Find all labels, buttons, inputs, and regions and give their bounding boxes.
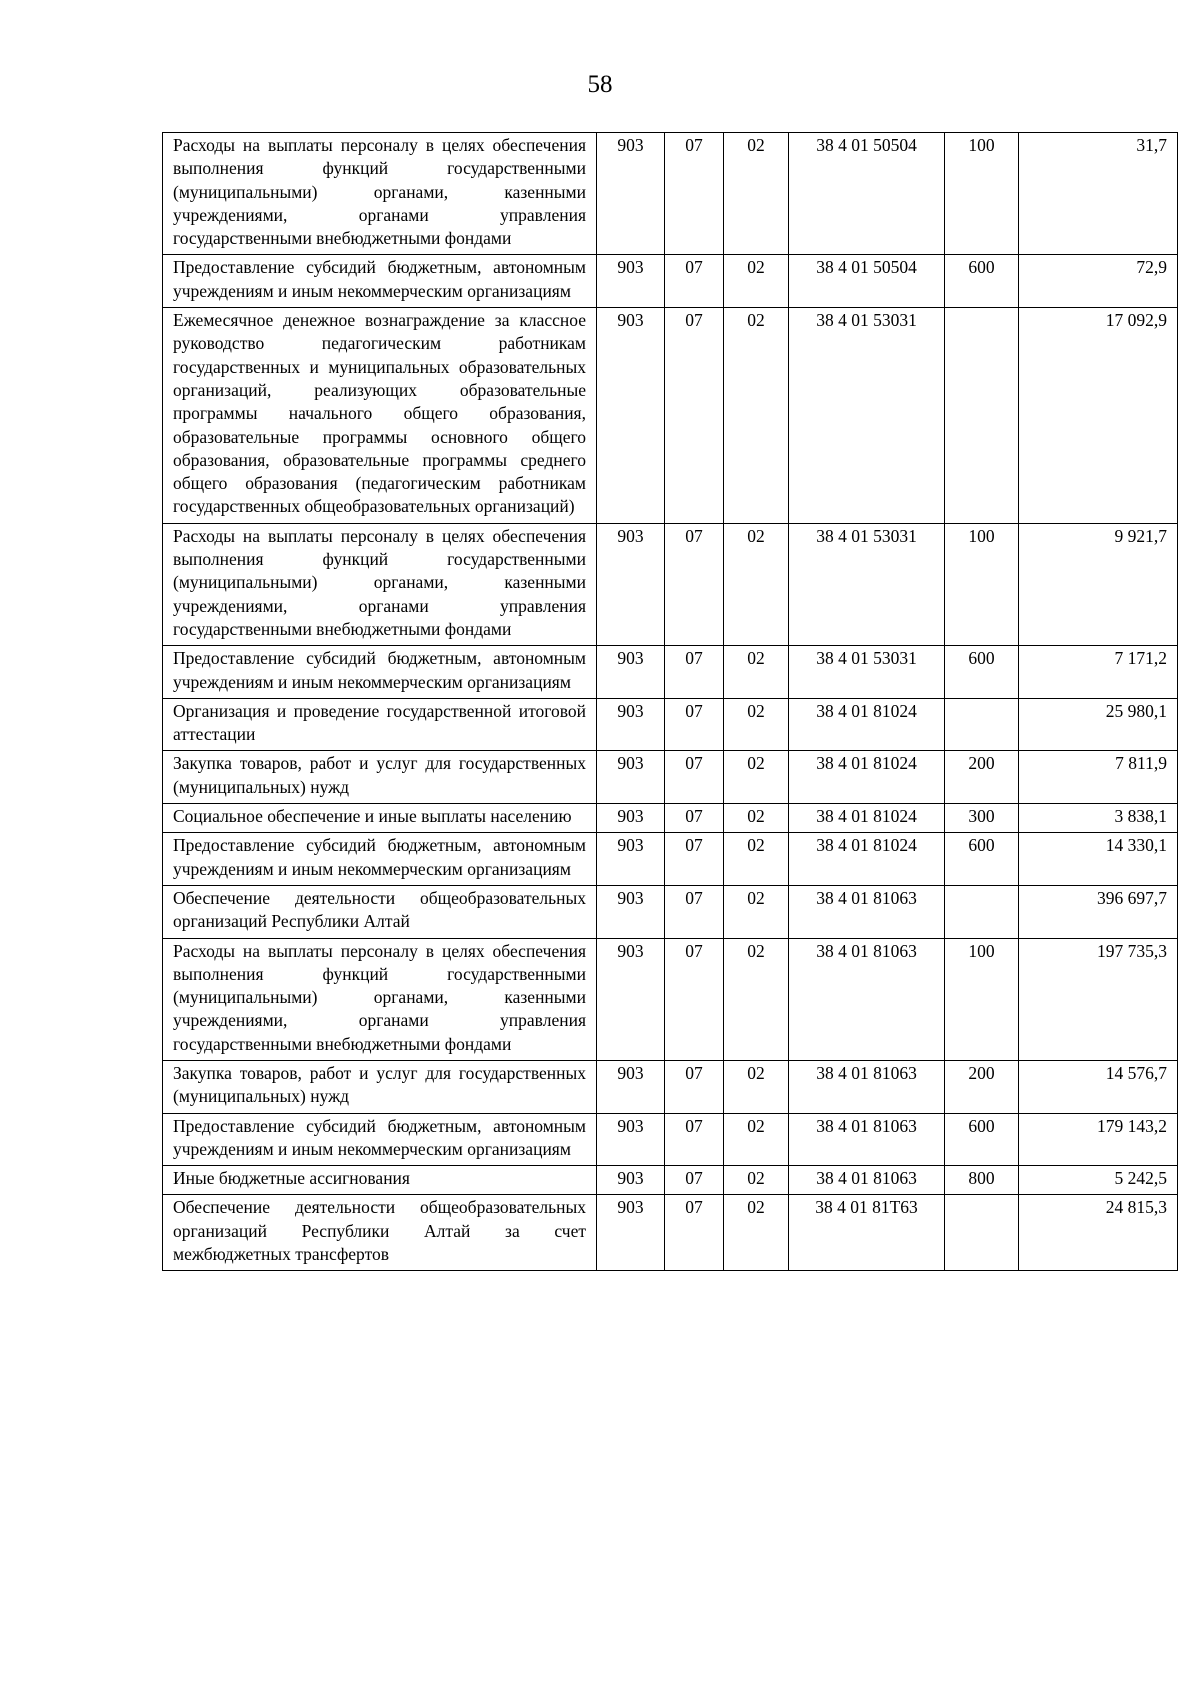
subsection-code-cell: 02 [724,804,789,833]
section-code-cell: 07 [665,833,724,886]
expense-name-cell: Расходы на выплаты персоналу в целях обеспечения выполнения функций государственными (муниципальными) органами, казенными учреждениями, органами управления государственными внебюджетными фондами [163,938,597,1060]
expense-name-cell: Закупка товаров, работ и услуг для государственных (муниципальных) нужд [163,1060,597,1113]
amount-cell: 14 576,7 [1019,1060,1178,1113]
expense-type-cell: 600 [945,646,1019,699]
table-row [163,833,1178,886]
amount-cell: 7 811,9 [1019,751,1178,804]
expense-type-cell [945,698,1019,751]
expense-name-cell: Расходы на выплаты персоналу в целях обеспечения выполнения функций государственными (муниципальными) органами, казенными учреждениями, органами управления государственными внебюджетными фондами [163,523,597,645]
expense-name-cell: Иные бюджетные ассигнования [163,1166,597,1195]
subsection-code-cell: 02 [724,646,789,699]
table-row [163,938,1178,1060]
expense-type-cell: 800 [945,1166,1019,1195]
target-article-cell: 38 4 01 50504 [789,255,945,308]
expense-type-cell: 100 [945,938,1019,1060]
expense-type-cell: 300 [945,804,1019,833]
amount-cell: 24 815,3 [1019,1195,1178,1271]
ministry-code-cell: 903 [597,1195,665,1271]
table-row [163,308,1178,524]
table-row [163,255,1178,308]
table-row [163,1195,1178,1271]
ministry-code-cell: 903 [597,255,665,308]
ministry-code-cell: 903 [597,833,665,886]
amount-cell: 5 242,5 [1019,1166,1178,1195]
target-article-cell: 38 4 01 81024 [789,698,945,751]
amount-cell: 9 921,7 [1019,523,1178,645]
subsection-code-cell: 02 [724,938,789,1060]
table-row [163,698,1178,751]
target-article-cell: 38 4 01 53031 [789,523,945,645]
expense-name-cell: Обеспечение деятельности общеобразовательных организаций Республики Алтай [163,885,597,938]
ministry-code-cell: 903 [597,1113,665,1166]
amount-cell: 179 143,2 [1019,1113,1178,1166]
target-article-cell: 38 4 01 81063 [789,1166,945,1195]
expense-type-cell: 600 [945,833,1019,886]
section-code-cell: 07 [665,1060,724,1113]
expense-name-cell: Расходы на выплаты персоналу в целях обеспечения выполнения функций государственными (муниципальными) органами, казенными учреждениями, органами управления государственными внебюджетными фондами [163,133,597,255]
expense-name-cell: Предоставление субсидий бюджетным, автономным учреждениям и иным некоммерческим организациям [163,646,597,699]
target-article-cell: 38 4 01 81024 [789,751,945,804]
table-row [163,646,1178,699]
target-article-cell: 38 4 01 81063 [789,938,945,1060]
amount-cell: 3 838,1 [1019,804,1178,833]
amount-cell: 31,7 [1019,133,1178,255]
table-row [163,133,1178,255]
ministry-code-cell: 903 [597,698,665,751]
expense-name-cell: Социальное обеспечение и иные выплаты населению [163,804,597,833]
ministry-code-cell: 903 [597,938,665,1060]
expense-type-cell [945,885,1019,938]
target-article-cell: 38 4 01 81063 [789,885,945,938]
subsection-code-cell: 02 [724,885,789,938]
subsection-code-cell: 02 [724,1195,789,1271]
budget-table-body [163,133,1178,1271]
expense-name-cell: Закупка товаров, работ и услуг для государственных (муниципальных) нужд [163,751,597,804]
section-code-cell: 07 [665,1113,724,1166]
section-code-cell: 07 [665,1166,724,1195]
ministry-code-cell: 903 [597,133,665,255]
expense-type-cell [945,308,1019,524]
amount-cell: 396 697,7 [1019,885,1178,938]
budget-table [162,132,1178,1271]
section-code-cell: 07 [665,885,724,938]
expense-name-cell: Организация и проведение государственной итоговой аттестации [163,698,597,751]
target-article-cell: 38 4 01 81063 [789,1113,945,1166]
ministry-code-cell: 903 [597,804,665,833]
subsection-code-cell: 02 [724,751,789,804]
amount-cell: 14 330,1 [1019,833,1178,886]
amount-cell: 72,9 [1019,255,1178,308]
amount-cell: 25 980,1 [1019,698,1178,751]
amount-cell: 7 171,2 [1019,646,1178,699]
subsection-code-cell: 02 [724,698,789,751]
ministry-code-cell: 903 [597,751,665,804]
section-code-cell: 07 [665,938,724,1060]
section-code-cell: 07 [665,646,724,699]
amount-cell: 17 092,9 [1019,308,1178,524]
expense-name-cell: Предоставление субсидий бюджетным, автономным учреждениям и иным некоммерческим организациям [163,255,597,308]
table-row [163,1060,1178,1113]
expense-type-cell: 100 [945,523,1019,645]
expense-name-cell: Ежемесячное денежное вознаграждение за классное руководство педагогическим работникам государственных и муниципальных образовательных организаций, реализующих образовательные программы начального общего образования, образовательные программы основного общего образования, образовательные программы среднего общего образования (педагогическим работникам государственных общеобразовательных организаций) [163,308,597,524]
target-article-cell: 38 4 01 81024 [789,833,945,886]
target-article-cell: 38 4 01 53031 [789,646,945,699]
target-article-cell: 38 4 01 81063 [789,1060,945,1113]
table-row [163,523,1178,645]
ministry-code-cell: 903 [597,646,665,699]
expense-type-cell: 600 [945,255,1019,308]
target-article-cell: 38 4 01 50504 [789,133,945,255]
section-code-cell: 07 [665,255,724,308]
section-code-cell: 07 [665,133,724,255]
section-code-cell: 07 [665,804,724,833]
expense-name-cell: Обеспечение деятельности общеобразовательных организаций Республики Алтай за счет межбюджетных трансфертов [163,1195,597,1271]
subsection-code-cell: 02 [724,1113,789,1166]
table-row [163,1113,1178,1166]
expense-type-cell [945,1195,1019,1271]
table-row [163,1166,1178,1195]
target-article-cell: 38 4 01 81Т63 [789,1195,945,1271]
subsection-code-cell: 02 [724,833,789,886]
section-code-cell: 07 [665,523,724,645]
subsection-code-cell: 02 [724,255,789,308]
table-row [163,885,1178,938]
ministry-code-cell: 903 [597,1060,665,1113]
table-row [163,751,1178,804]
expense-type-cell: 200 [945,1060,1019,1113]
target-article-cell: 38 4 01 81024 [789,804,945,833]
ministry-code-cell: 903 [597,523,665,645]
ministry-code-cell: 903 [597,885,665,938]
expense-type-cell: 200 [945,751,1019,804]
table-row [163,804,1178,833]
section-code-cell: 07 [665,308,724,524]
subsection-code-cell: 02 [724,308,789,524]
amount-cell: 197 735,3 [1019,938,1178,1060]
expense-type-cell: 100 [945,133,1019,255]
expense-name-cell: Предоставление субсидий бюджетным, автономным учреждениям и иным некоммерческим организациям [163,833,597,886]
target-article-cell: 38 4 01 53031 [789,308,945,524]
subsection-code-cell: 02 [724,133,789,255]
section-code-cell: 07 [665,698,724,751]
section-code-cell: 07 [665,1195,724,1271]
ministry-code-cell: 903 [597,1166,665,1195]
subsection-code-cell: 02 [724,1060,789,1113]
expense-name-cell: Предоставление субсидий бюджетным, автономным учреждениям и иным некоммерческим организациям [163,1113,597,1166]
page-number: 58 [587,71,613,98]
expense-type-cell: 600 [945,1113,1019,1166]
subsection-code-cell: 02 [724,1166,789,1195]
subsection-code-cell: 02 [724,523,789,645]
ministry-code-cell: 903 [597,308,665,524]
section-code-cell: 07 [665,751,724,804]
